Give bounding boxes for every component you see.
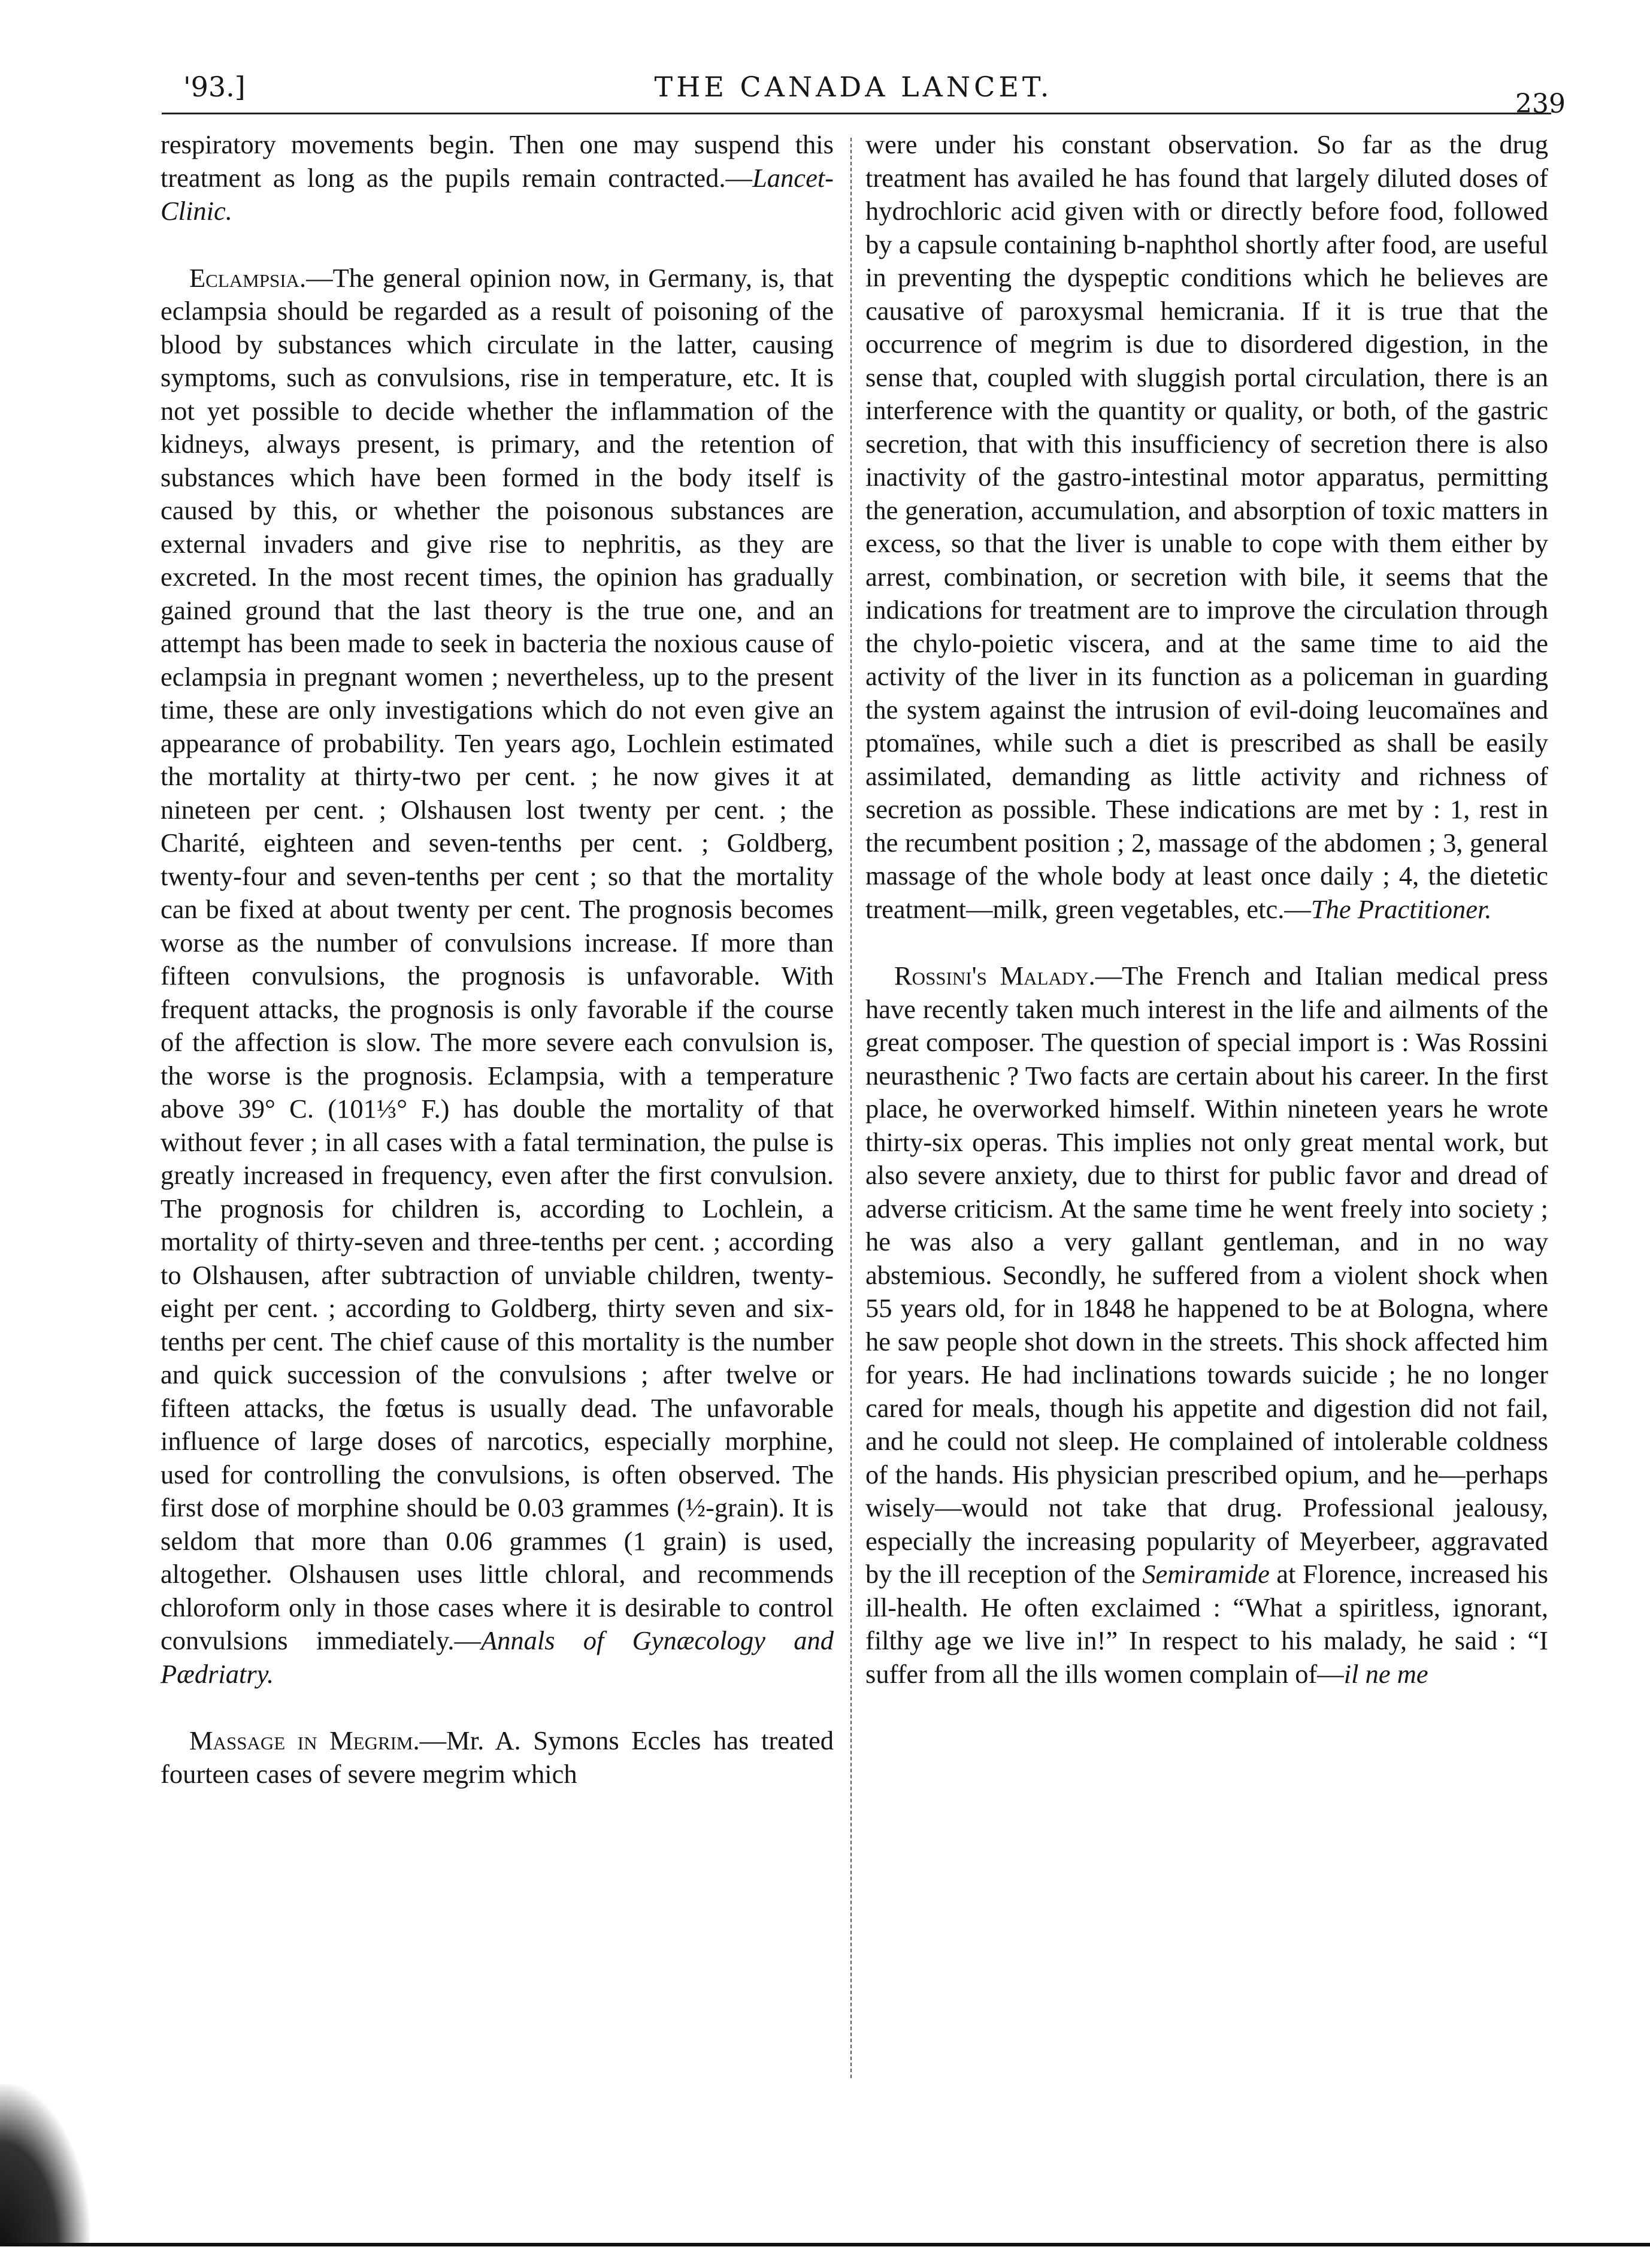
section-heading-eclampsia: Eclampsia.	[189, 262, 307, 293]
source-citation: The Practitioner.	[1310, 894, 1492, 924]
left-column	[161, 128, 834, 1791]
section-heading-massage: Massage in Megrim.	[189, 1725, 420, 1755]
opera-title: Semiramide	[1142, 1559, 1270, 1589]
section-heading-rossini: Rossini's Malady.	[894, 961, 1095, 991]
running-header	[162, 71, 1566, 119]
scan-bottom-edge	[0, 2243, 1650, 2246]
source-citation: Lancet-Clinic.	[161, 162, 834, 226]
paragraph-respiratory: respiratory movements begin. Then one may suspend this treatment as long as the pupils remain contracted.—Lancet-Clinic.	[161, 129, 834, 226]
paragraph-massage-start: Massage in Megrim.—Mr. A. Symons Eccles has treated fourteen cases of severe megrim which	[161, 1725, 834, 1789]
page-number: 239	[1515, 89, 1566, 119]
paragraph-rossini: Rossini's Malady.—The French and Italian medical press have recently taken much interest in the life and ailments of the great composer. The question of special import is : Was Rossini neurasthenic ? Two facts are certain about his career. In the first place, he overworked himself. Within nineteen years he wrote thirty-six operas. This implies not only great mental work, but also severe anxiety, due to thirst for public favor and dread of adverse criticism. At the same time he went freely into society ; he was also a very gallant gentleman, and in no way abstemious. Secondly, he suffered from a violent shock when 55 years old, for in 1848 he happened to be at Bologna, where he saw people shot down in the streets. This shock affected him for years. He had inclinations towards suicide ; he no longer cared for meals, though his appetite and digestion did not fail, and he could not sleep. He complained of intolerable coldness of the hands. His physician prescribed opium, and he—perhaps wisely—would not take that drug. Professional jealousy, especially the increasing popularity of Meyerbeer, aggravated by the ill reception of the Semiramide at Florence, increased his ill-health. He often exclaimed : “What a spiritless, ignorant, filthy age we live in!” In respect to his malady, he said : “I suffer from all the ills women complain of—il ne me	[865, 961, 1548, 1689]
italic-quote: il ne me	[1343, 1658, 1428, 1689]
scan-edge-shadow	[0, 2084, 90, 2246]
header-rule	[162, 113, 1551, 114]
right-column	[865, 128, 1548, 1691]
paragraph-massage-cont: were under his constant observation. So far as the drug treatment has availed he has found that largely diluted doses of hydrochloric acid given with or directly before food, followed by a capsule containing b-naphthol shortly after food, are useful in preventing the dyspeptic conditions which he believes are causative of paroxysmal hemicrania. If it is true that the occurrence of megrim is due to disordered digestion, in the sense that, coupled with sluggish portal circulation, there is an interference with the quantity or quality, or both, of the gastric secretion, that with this insufficiency of secretion there is also inactivity of the gastro-intestinal motor apparatus, permitting the generation, accumulation, and absorption of toxic matters in excess, so that the liver is unable to cope with them either by arrest, combination, or secretion with bile, it seems that the indications for treatment are to improve the circulation through the chylo-poietic viscera, and at the same time to aid the activity of the liver in its function as a policeman in guarding the system against the intrusion of evil-doing leucomaïnes and ptomaïnes, while such a diet is prescribed as shall be easily assimilated, demanding as little activity and richness of secretion as possible. These indications are met by : 1, rest in the recumbent position ; 2, massage of the abdomen ; 3, general massage of the whole body at least once daily ; 4, the dietetic treatment—milk, green vegetables, etc.—The Practitioner.	[865, 129, 1548, 924]
journal-title: THE CANADA LANCET.	[654, 71, 1053, 103]
header-year: '93.]	[183, 71, 246, 103]
source-citation: Annals of Gynæcology and Pædriatry.	[161, 1625, 834, 1689]
column-divider	[850, 138, 852, 2078]
paragraph-eclampsia: Eclampsia.—The general opinion now, in Germany, is, that eclampsia should be regarded as a result of poisoning of the blood by substances which circulate in the latter, causing symptoms, such as convulsions, rise in temperature, etc. It is not yet possible to decide whether the inflammation of the kidneys, always present, is primary, and the retention of substances which have been formed in the body itself is caused by this, or whether the poisonous substances are external invaders and give rise to nephritis, as they are excreted. In the most recent times, the opinion has gradually gained ground that the last theory is the true one, and an attempt has been made to seek in bacteria the noxious cause of eclampsia in pregnant women ; nevertheless, up to the present time, these are only investigations which do not even give an appearance of probability. Ten years ago, Lochlein estimated the mortality at thirty-two per cent. ; he now gives it at nineteen per cent. ; Olshausen lost twenty per cent. ; the Charité, eighteen and seven-tenths per cent. ; Goldberg, twenty-four and seven-tenths per cent ; so that the mortality can be fixed at about twenty per cent. The prognosis becomes worse as the number of convulsions increase. If more than fifteen convulsions, the prognosis is unfavorable. With frequent attacks, the prognosis is only favorable if the course of the affection is slow. The more severe each convulsion is, the worse is the prognosis. Eclampsia, with a temperature above 39° C. (101⅓° F.) has double the mortality of that without fever ; in all cases with a fatal termination, the pulse is greatly increased in frequency, even after the first convulsion. The prognosis for children is, according to Lochlein, a mortality of thirty-seven and three-tenths per cent. ; according to Olshausen, after subtraction of unviable children, twenty-eight per cent. ; according to Goldberg, thirty seven and six-tenths per cent. The chief cause of this mortality is the number and quick succession of the convulsions ; after twelve or fifteen attacks, the fœtus is usually dead. The unfavorable influence of large doses of narcotics, especially morphine, used for controlling the convulsions, is often observed. The first dose of morphine should be 0.03 grammes (½-grain). It is seldom that more than 0.06 grammes (1 grain) is used, altogether. Olshausen uses little chloral, and recommends chloroform only in those cases where it is desirable to control convulsions immediately.—Annals of Gynæcology and Pædriatry.	[161, 262, 834, 1689]
